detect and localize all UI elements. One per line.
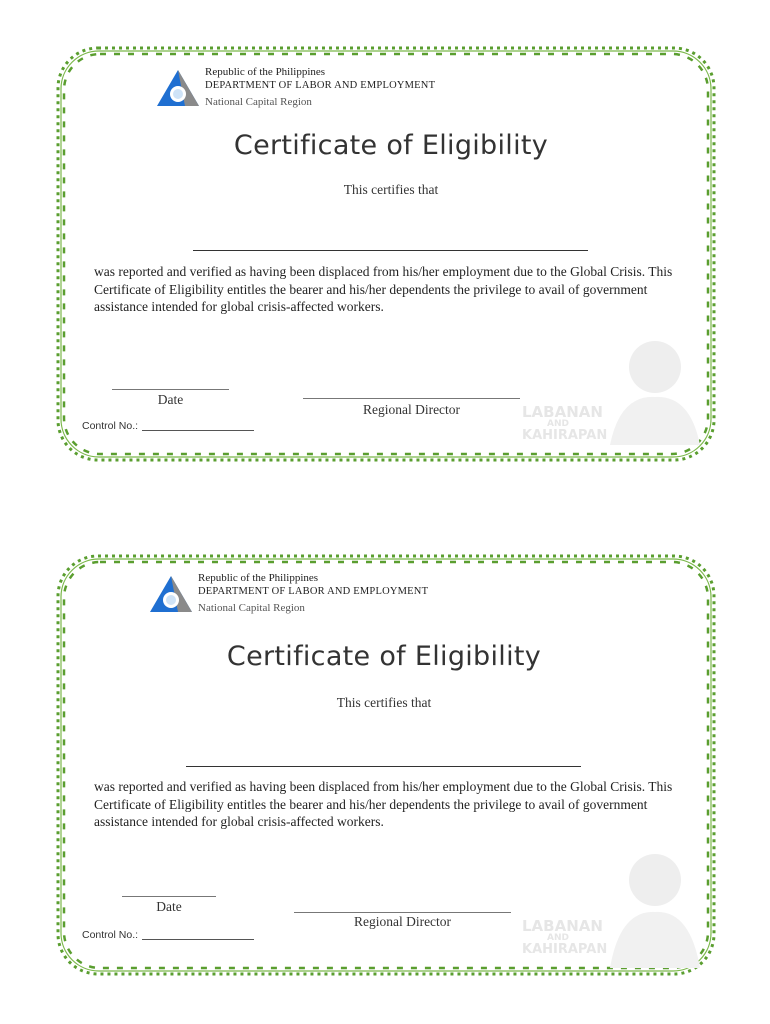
control-number-blank [142,939,254,940]
body-text: was reported and verified as having been displaced from his/her employment due to the Global Crisis. This Certificate of Eligibility entitles the bearer and his/her dependents the privilege to avail of government assistance intended for global crisis-affected workers. [94,264,673,314]
name-line [186,766,581,767]
header-region: National Capital Region [205,96,312,108]
watermark-line3: KAHIRAPAN [522,428,608,443]
name-line [193,250,588,251]
certifies-text: This certifies that [343,182,439,197]
control-number [82,420,254,432]
certificate-bottom [0,520,770,1020]
watermark-line2: AND [547,933,569,943]
director-line [303,398,520,399]
control-label: Control No.: [82,929,139,941]
certificate-top [0,0,770,480]
director-label: Regional Director [362,402,461,417]
certificate-title: Certificate of Eligibility [233,130,549,161]
header-department: DEPARTMENT OF LABOR AND EMPLOYMENT [205,80,436,91]
date-line [122,896,216,897]
date-label: Date [157,392,184,407]
dole-logo [148,574,194,614]
watermark-line1: LABANAN [522,403,603,421]
certificate-title: Certificate of Eligibility [226,641,542,672]
control-number [82,929,254,941]
header-department: DEPARTMENT OF LABOR AND EMPLOYMENT [198,586,429,597]
portrait-watermark [600,848,700,968]
control-number-blank [142,430,254,431]
date-label: Date [156,899,182,914]
dole-logo [155,68,201,108]
agency-header [205,65,435,109]
watermark-line1: LABANAN [522,917,603,935]
portrait-watermark [600,335,700,445]
body-text: was reported and verified as having been displaced from his/her employment due to the Global Crisis. This Certificate of Eligibility entitles the bearer and his/her dependents the privilege to avail of government assistance intended for global crisis-affected workers. [94,779,673,829]
certifies-text: This certifies that [336,695,432,710]
header-republic: Republic of the Philippines [198,572,319,584]
director-line [294,912,511,913]
date-line [112,389,229,390]
header-region: National Capital Region [198,602,305,614]
header-republic: Republic of the Philippines [205,66,326,78]
agency-header [198,571,428,615]
control-label: Control No.: [82,420,139,432]
director-label: Regional Director [353,914,452,929]
watermark-line3: KAHIRAPAN [522,942,608,957]
watermark-line2: AND [547,419,569,429]
